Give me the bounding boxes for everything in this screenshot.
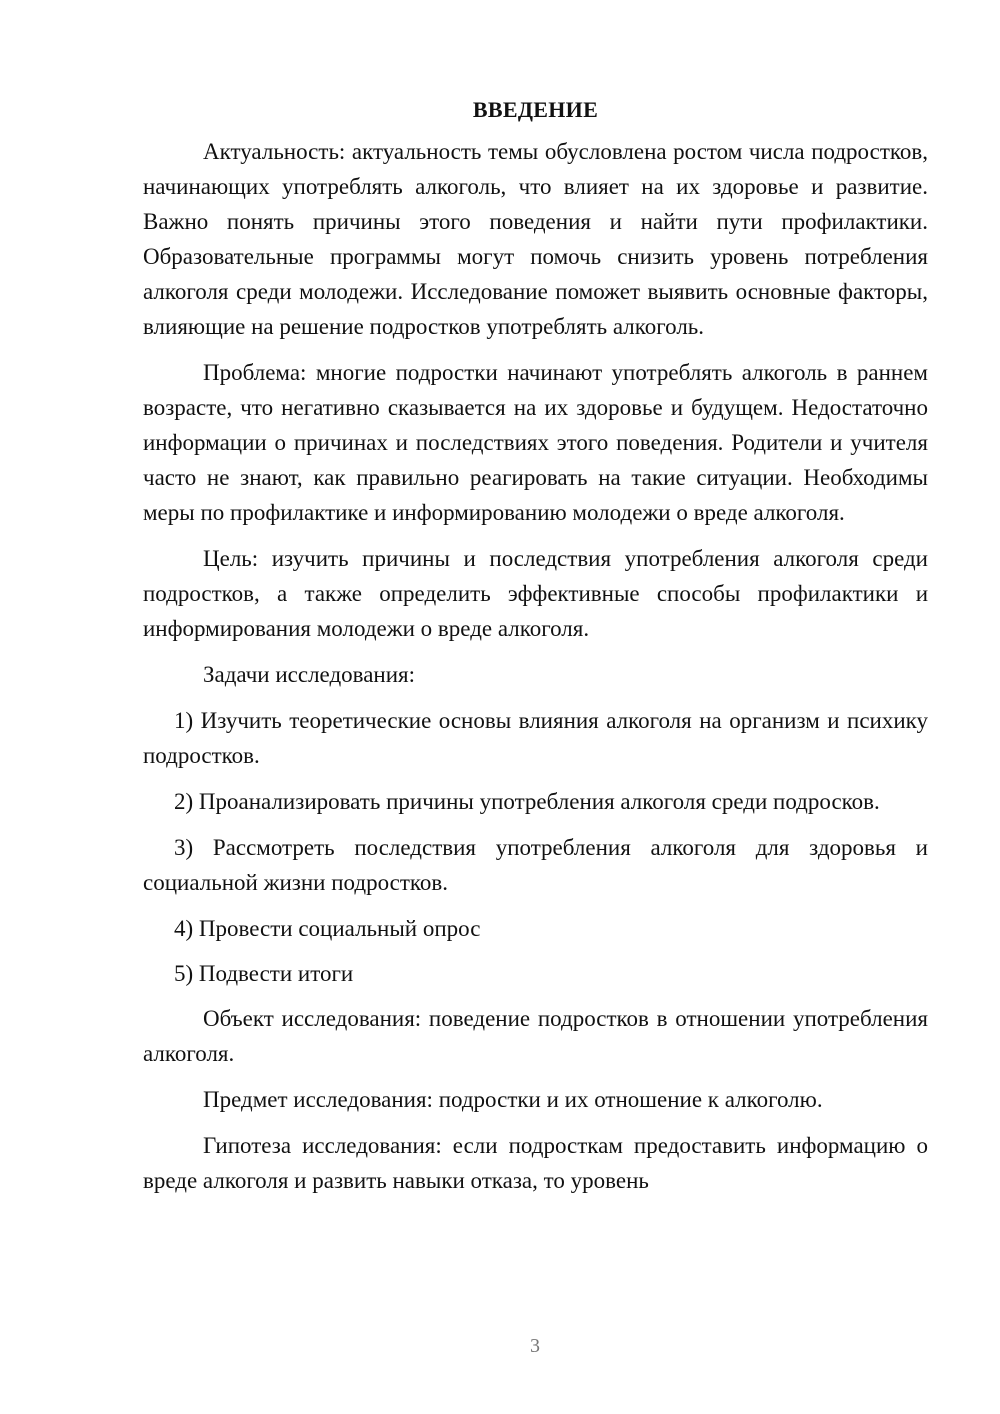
subject-paragraph: Предмет исследования: подростки и их отношение к алкоголю.	[203, 1087, 823, 1112]
problem-paragraph: Проблема: многие подростки начинают употреблять алкоголь в раннем возрасте, что негативно сказывается на их здоровье и будущем. Недостаточно информации о причинах и последствиях этого поведения. Родители и учителя часто не знают, как правильно реагировать на такие ситуации. Необходимы меры по профилактике и информированию молодежи о вреде алкоголя.	[143, 360, 928, 525]
task-item: 3) Рассмотреть последствия употребления алкоголя для здоровья и социальной жизни подростков.	[143, 835, 928, 895]
goal-paragraph: Цель: изучить причины и последствия употребления алкоголя среди подростков, а также определить эффективные способы профилактики и информирования молодежи о вреде алкоголя.	[143, 546, 928, 641]
page-title: ВВЕДЕНИЕ	[472, 97, 599, 122]
object-paragraph: Объект исследования: поведение подростков в отношении употребления алкоголя.	[143, 1006, 928, 1066]
hypothesis-paragraph: Гипотеза исследования: если подросткам предоставить информацию о вреде алкоголя и развить навыки отказа, то уровень	[143, 1133, 928, 1193]
page-content	[143, 95, 928, 1209]
task-item: 2) Проанализировать причины употребления алкоголя среди подросков.	[174, 789, 880, 814]
task-item: 4) Провести социальный опрос	[174, 916, 481, 941]
tasks-heading: Задачи исследования:	[203, 662, 416, 687]
task-item: 1) Изучить теоретические основы влияния алкоголя на организм и психику подростков.	[143, 708, 928, 768]
task-item: 5) Подвести итоги	[174, 961, 354, 986]
relevance-paragraph: Актуальность: актуальность темы обусловлена ростом числа подростков, начинающих употреблять алкоголь, что влияет на их здоровье и развитие. Важно понять причины этого поведения и найти пути профилактики. Образовательные программы могут помочь снизить уровень потребления алкоголя среди молодежи. Исследование поможет выявить основные факторы, влияющие на решение подростков употреблять алкоголь.	[143, 139, 928, 339]
page-number: 3	[530, 1335, 540, 1357]
